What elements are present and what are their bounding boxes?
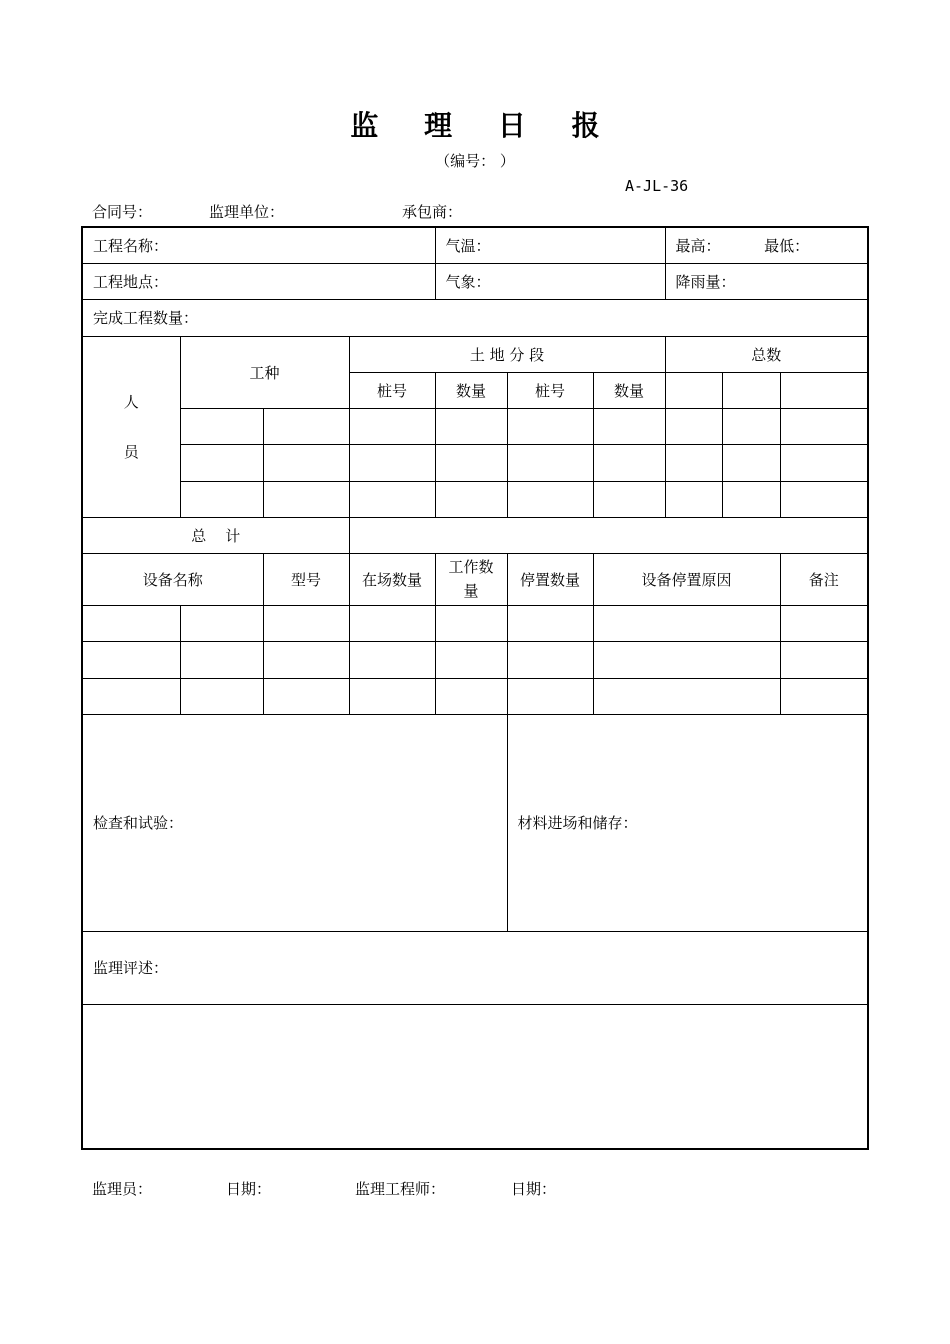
supervisor-label: 监理员：	[92, 1180, 153, 1198]
personnel-label-char-1: 人	[123, 392, 139, 411]
inspection-materials-row	[82, 714, 868, 931]
daily-report-form	[81, 226, 869, 1150]
quantity-header-2: 数量	[593, 372, 665, 408]
supervision-unit-label: 监理单位：	[209, 203, 285, 221]
table-cell[interactable]	[507, 481, 593, 517]
idle-qty-header: 停置数量	[507, 553, 593, 605]
table-cell[interactable]	[780, 641, 868, 678]
table-cell[interactable]	[435, 408, 507, 444]
temperature-field[interactable]	[435, 227, 665, 263]
table-cell[interactable]	[82, 641, 180, 678]
working-qty-line-2: 量	[463, 582, 479, 600]
table-cell[interactable]	[349, 678, 435, 714]
equipment-header-row	[82, 553, 868, 605]
personnel-row	[82, 444, 868, 481]
date-label-2: 日期：	[511, 1180, 557, 1198]
personnel-label-char-2: 员	[123, 442, 139, 461]
total-cell[interactable]	[780, 372, 868, 408]
comments-label: 监理评述：	[93, 959, 169, 977]
table-cell[interactable]	[593, 481, 665, 517]
total-cell[interactable]	[722, 372, 780, 408]
working-qty-line-1: 工作数	[448, 558, 494, 576]
table-cell[interactable]	[180, 408, 263, 444]
table-cell[interactable]	[263, 605, 349, 641]
form-code: A-JL-36	[625, 177, 689, 195]
equipment-name-header: 设备名称	[82, 553, 263, 605]
segment-header: 土 地 分 段	[349, 336, 665, 372]
table-cell[interactable]	[593, 678, 780, 714]
personnel-row	[82, 481, 868, 517]
table-cell[interactable]	[263, 444, 349, 481]
engineer-label: 监理工程师：	[355, 1180, 446, 1198]
equipment-row	[82, 678, 868, 714]
model-header: 型号	[263, 553, 349, 605]
materials-label: 材料进场和储存：	[517, 814, 638, 832]
table-cell[interactable]	[593, 408, 665, 444]
table-cell[interactable]	[435, 641, 507, 678]
rainfall-field[interactable]	[665, 263, 868, 299]
table-cell[interactable]	[82, 605, 180, 641]
personnel-row	[82, 408, 868, 444]
table-cell[interactable]	[349, 481, 435, 517]
inspection-label: 检查和试验：	[93, 814, 184, 832]
table-cell[interactable]	[435, 678, 507, 714]
equipment-row	[82, 641, 868, 678]
table-cell[interactable]	[780, 678, 868, 714]
completed-quantity-field[interactable]	[82, 299, 868, 336]
table-cell[interactable]	[507, 408, 593, 444]
onsite-qty-header: 在场数量	[349, 553, 435, 605]
grand-total-row	[82, 517, 868, 553]
table-cell[interactable]	[665, 444, 722, 481]
personnel-side-label	[82, 336, 180, 517]
project-name-label: 工程名称：	[93, 236, 169, 255]
table-cell[interactable]	[722, 481, 780, 517]
comments-body-row	[82, 1004, 868, 1149]
table-cell[interactable]	[507, 605, 593, 641]
rainfall-label: 降雨量：	[675, 272, 736, 291]
work-type-header: 工种	[180, 336, 349, 408]
comments-body-field[interactable]	[82, 1004, 868, 1149]
project-location-row	[82, 263, 868, 299]
weather-label: 气象：	[445, 272, 491, 291]
completed-quantity-row	[82, 299, 868, 336]
table-cell[interactable]	[180, 444, 263, 481]
table-cell[interactable]	[665, 481, 722, 517]
date-label-1: 日期：	[226, 1180, 272, 1198]
personnel-header-row	[82, 336, 868, 372]
table-cell[interactable]	[593, 605, 780, 641]
table-cell[interactable]	[780, 481, 868, 517]
table-cell[interactable]	[349, 408, 435, 444]
table-cell[interactable]	[780, 444, 868, 481]
table-cell[interactable]	[180, 481, 263, 517]
table-cell[interactable]	[349, 605, 435, 641]
weather-field[interactable]	[435, 263, 665, 299]
table-cell[interactable]	[435, 481, 507, 517]
table-cell[interactable]	[263, 678, 349, 714]
page-title: 监 理 日 报	[350, 109, 618, 142]
table-cell[interactable]	[665, 408, 722, 444]
idle-reason-header: 设备停置原因	[593, 553, 780, 605]
comments-row	[82, 931, 868, 1004]
total-header: 总数	[665, 336, 868, 372]
project-location-label: 工程地点：	[93, 272, 169, 291]
table-cell[interactable]	[180, 678, 263, 714]
materials-field[interactable]	[507, 714, 868, 931]
project-name-row	[82, 227, 868, 263]
total-cell[interactable]	[665, 372, 722, 408]
table-cell[interactable]	[507, 444, 593, 481]
table-cell[interactable]	[593, 444, 665, 481]
serial-number-label: （编号： ）	[435, 152, 515, 170]
grand-total-value[interactable]	[349, 517, 868, 553]
table-cell[interactable]	[82, 678, 180, 714]
table-cell[interactable]	[722, 408, 780, 444]
equipment-row	[82, 605, 868, 641]
comments-field[interactable]	[82, 931, 868, 1004]
completed-quantity-label: 完成工程数量：	[93, 309, 199, 327]
table-cell[interactable]	[435, 444, 507, 481]
table-cell[interactable]	[349, 444, 435, 481]
table-cell[interactable]	[263, 408, 349, 444]
table-cell[interactable]	[263, 641, 349, 678]
table-cell[interactable]	[349, 641, 435, 678]
temperature-label: 气温：	[445, 236, 491, 255]
table-cell[interactable]	[780, 408, 868, 444]
project-name-field[interactable]	[82, 227, 435, 263]
temp-range-field[interactable]	[665, 227, 868, 263]
project-location-field[interactable]	[82, 263, 435, 299]
table-cell[interactable]	[180, 605, 263, 641]
table-cell[interactable]	[722, 444, 780, 481]
max-temp-label: 最高：	[675, 236, 721, 255]
table-cell[interactable]	[507, 641, 593, 678]
inspection-field[interactable]	[82, 714, 507, 931]
pile-no-header-2: 桩号	[507, 372, 593, 408]
quantity-header-1: 数量	[435, 372, 507, 408]
table-cell[interactable]	[435, 605, 507, 641]
working-qty-header	[435, 553, 507, 605]
table-cell[interactable]	[593, 641, 780, 678]
min-temp-label: 最低：	[764, 236, 810, 255]
table-cell[interactable]	[263, 481, 349, 517]
contract-no-label: 合同号：	[92, 203, 153, 221]
grand-total-label: 总 计	[82, 517, 349, 553]
table-cell[interactable]	[180, 641, 263, 678]
remarks-header: 备注	[780, 553, 868, 605]
table-cell[interactable]	[507, 678, 593, 714]
table-cell[interactable]	[780, 605, 868, 641]
pile-no-header-1: 桩号	[349, 372, 435, 408]
contractor-label: 承包商：	[402, 203, 463, 221]
